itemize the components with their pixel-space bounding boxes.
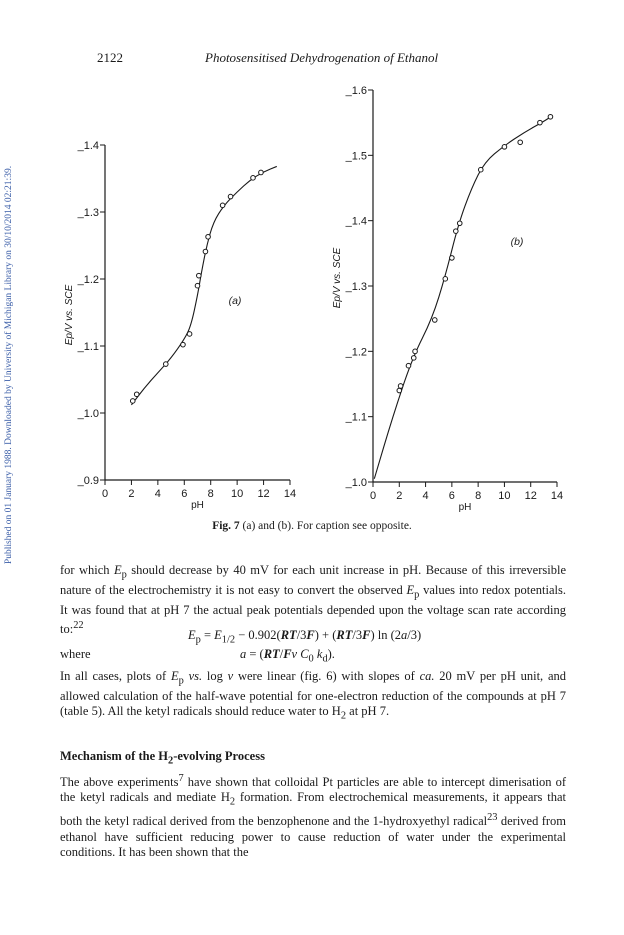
panel-label: (b): [510, 236, 524, 248]
data-point: [220, 203, 225, 208]
data-point: [518, 140, 523, 145]
x-tick-label: 6: [181, 488, 188, 500]
data-point: [548, 114, 553, 119]
data-point: [228, 194, 233, 199]
x-tick-label: 6: [448, 490, 455, 502]
x-tick-label: 2: [396, 490, 403, 502]
download-watermark-text: Published on 01 January 1988. Downloaded by University of Michigan Library on 30/10/2014 02:21:39.: [4, 165, 14, 565]
data-point: [259, 170, 264, 175]
equation-2: a = (RT/Fv $C_0$ $k_d$).: [240, 647, 335, 665]
data-point: [398, 384, 403, 389]
x-tick-label: 10: [231, 488, 244, 500]
data-point: [134, 392, 139, 397]
x-tick-label: 10: [498, 490, 511, 502]
data-point: [203, 249, 208, 254]
page-number: 2122: [97, 50, 123, 65]
data-point: [538, 120, 543, 125]
y-tick-label: _1.0: [77, 408, 99, 420]
panel-label: (a): [228, 295, 242, 307]
y-tick-label: _1.3: [77, 207, 99, 219]
data-point: [181, 342, 186, 347]
y-tick-label: _1.5: [345, 150, 367, 163]
x-axis-label: pH: [191, 500, 204, 511]
data-point: [450, 256, 455, 261]
x-tick-label: 8: [475, 490, 482, 502]
paragraph-2: In all cases, plots of $E_p$ vs. log v were linear (fig. 6) with slopes of ca. 20 mV per pH unit, and allowed calculation of the half-wave potential for one-electron reduction of the compounds at pH 7 (table 5). All the ketyl radicals should reduce water to $H_2$ at pH 7.: [60, 669, 566, 722]
figure-caption: [0, 520, 624, 532]
caption-text: (a) and (b). For caption see opposite.: [239, 520, 412, 532]
where-label: where: [60, 647, 91, 661]
equation-1: $E_p = E_{1/2} - 0.902(RT/3F) + (RT/3F)$ ln (2a/3): [188, 628, 422, 646]
data-point: [432, 318, 437, 323]
x-tick-label: 2: [128, 488, 135, 500]
data-point: [397, 388, 402, 393]
paragraph-1: for which $E_p$ should decrease by 40 mV for each unit increase in pH. Because of this irreversible nature of the electrochemistry it is not easy to convert the observed $E_p$ values into redox potentials. It was found that at pH 7 the actual peak potentials depended upon the voltage scan rate according to:$^{22}$: [60, 563, 566, 637]
y-tick-label: _1.2: [345, 346, 367, 359]
x-tick-label: 0: [369, 490, 377, 502]
data-point: [195, 283, 200, 288]
x-tick-label: 4: [422, 490, 429, 502]
x-axis-label: pH: [458, 502, 472, 513]
data-point: [411, 356, 416, 361]
data-point: [197, 273, 202, 278]
y-tick-label: _1.0: [345, 477, 367, 489]
data-point: [251, 176, 256, 181]
x-tick-label: 12: [257, 488, 270, 500]
x-tick-label: 14: [283, 488, 297, 500]
running-title: Photosensitised Dehydrogenation of Ethanol: [205, 50, 439, 65]
data-point: [478, 167, 483, 172]
y-tick-label: _0.9: [77, 475, 99, 487]
data-point: [443, 277, 448, 282]
data-point: [454, 229, 459, 234]
x-tick-label: 0: [101, 488, 109, 500]
y-tick-label: _1.2: [77, 274, 99, 286]
data-point: [130, 399, 135, 404]
data-point: [206, 234, 211, 239]
paragraph-3: The above experiments$^7$ have shown that colloidal Pt particles are able to intercept dimerisation of the ketyl radicals and mediate $H_2$ formation. From electrochemical measurements, it appears that both the ketyl radical derived from the benzophenone and the 1-hydroxyethyl radical$^{23}$ derived from ethanol have sufficient reducing power to cause reduction of water under the experimental conditions. It has been shown that the: [60, 773, 567, 859]
y-tick-label: _1.1: [77, 341, 99, 353]
x-tick-label: 12: [524, 490, 537, 502]
x-tick-label: 4: [154, 488, 161, 500]
y-tick-label: _1.4: [77, 140, 99, 152]
data-point: [406, 363, 411, 368]
data-point: [502, 145, 507, 150]
x-tick-label: 8: [207, 488, 214, 500]
data-point: [187, 332, 192, 337]
section-heading: Mechanism of the $H_2$-evolving Process: [60, 749, 265, 767]
data-point: [163, 362, 168, 367]
fit-curve: [374, 116, 551, 479]
y-axis-label: Ep/V vs. SCE: [332, 247, 343, 309]
chart-panel-a: [64, 140, 296, 511]
caption-figure-number: Fig. 7: [212, 520, 240, 532]
y-tick-label: _1.4: [345, 215, 367, 228]
data-point: [413, 349, 418, 354]
y-tick-label: _1.3: [345, 281, 367, 293]
fit-curve: [131, 166, 276, 405]
y-tick-label: _1.6: [345, 85, 367, 97]
y-tick-label: _1.1: [345, 411, 367, 424]
y-axis-label: Ep/V vs. SCE: [64, 284, 75, 346]
chart-panel-b: [332, 85, 563, 513]
x-tick-label: 14: [550, 490, 564, 502]
data-point: [457, 221, 462, 226]
